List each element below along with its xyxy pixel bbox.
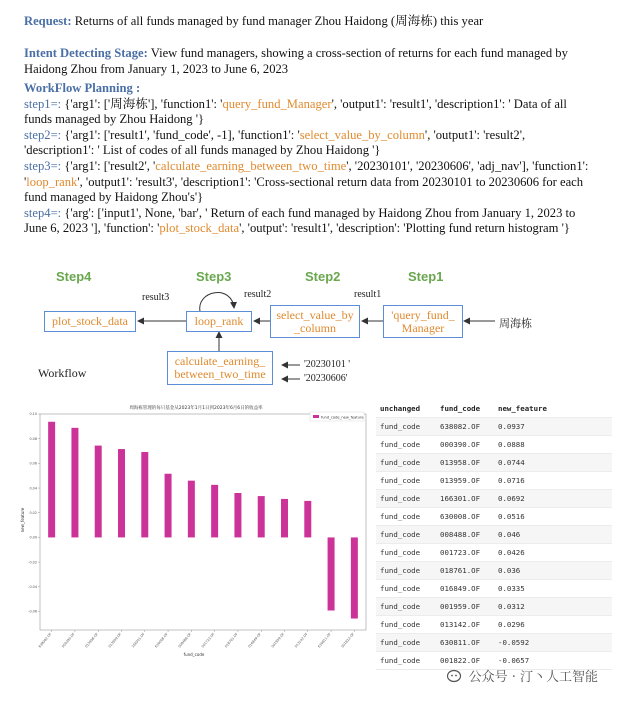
cell-unchanged: fund_code <box>380 602 421 611</box>
legend-swatch <box>313 415 319 418</box>
cell-new-feature: 0.0716 <box>498 476 525 485</box>
y-tick-label: 0.00 <box>29 535 37 540</box>
bar <box>328 537 335 610</box>
cell-new-feature: -0.0657 <box>498 656 530 665</box>
planning-block <box>24 81 596 237</box>
table-header <box>376 400 612 418</box>
cell-unchanged: fund_code <box>380 638 421 647</box>
plot-stock-data-box: plot_stock_data <box>44 311 136 332</box>
cell-fund-code: 013142.OF <box>440 620 481 629</box>
x-tick-label: 001723.OF <box>200 632 216 649</box>
cell-new-feature: 0.0937 <box>498 422 525 431</box>
x-axis-label: fund_code <box>183 652 205 657</box>
intent-label: Intent Detecting Stage: <box>24 46 148 60</box>
cell-unchanged: fund_code <box>380 476 421 485</box>
header-new-feature[interactable]: new_feature <box>498 404 547 413</box>
cell-new-feature: 0.0888 <box>498 440 525 449</box>
result3-label: result3 <box>142 292 170 303</box>
cell-new-feature: 0.0335 <box>498 584 525 593</box>
cell-new-feature: 0.0516 <box>498 512 525 521</box>
step4-rest: ', 'output': 'result1', 'description': 'Plotting fund return histogram '} <box>239 221 570 236</box>
cell-unchanged: fund_code <box>380 440 421 449</box>
step4-line <box>24 206 596 237</box>
planning-label: WorkFlow Planning : <box>24 81 141 95</box>
x-tick-label: 001822.OF <box>340 632 356 649</box>
step3-mid: ', '20230101', '20230606', 'adj_nav'], 'function1': ' <box>24 158 589 189</box>
bar <box>95 446 102 538</box>
cell-new-feature: 0.0312 <box>498 602 525 611</box>
header-unchanged[interactable]: unchanged <box>380 404 421 413</box>
step4-function: plot_stock_data <box>159 221 240 236</box>
step2-line <box>24 128 596 159</box>
bar <box>48 422 55 538</box>
y-tick-label: 0.02 <box>29 510 37 515</box>
x-tick-label: 013142.OF <box>293 632 309 649</box>
watermark-text: 公众号 · 汀丶人工智能 <box>468 670 598 685</box>
step1-rest: ', 'output1': 'result1', 'description1': ' Data of all funds managed by Zhou Haidong '} <box>24 96 567 127</box>
bar <box>211 485 218 538</box>
bar <box>71 428 78 538</box>
cell-fund-code: 638082.OF <box>440 422 481 431</box>
cell-fund-code: 166301.OF <box>440 494 481 503</box>
table-row <box>376 580 612 598</box>
x-tick-label: 016849.OF <box>247 632 262 649</box>
date2-label: '20230606' <box>304 373 348 384</box>
x-tick-label: 013959.OF <box>107 632 123 649</box>
bar <box>234 493 241 537</box>
step1-args: {'arg1': ['周海栋'], 'function1': ' <box>61 96 223 111</box>
cell-new-feature: 0.036 <box>498 566 521 575</box>
loop-rank-box: loop_rank <box>186 311 252 332</box>
step1-name: step1=: <box>24 96 62 111</box>
intent-block <box>24 46 596 77</box>
cell-unchanged: fund_code <box>380 512 421 521</box>
step3-rest: ', 'output1': 'result3', 'description1': 'Cross-sectional return data from 20230101 to 20230606 for each fund managed by Haidong Zhou's'} <box>24 174 584 205</box>
step3-function: calculate_earning_between_two_time <box>155 158 347 173</box>
table-row <box>376 634 612 652</box>
cell-unchanged: fund_code <box>380 422 421 431</box>
step4-heading: Step4 <box>56 269 92 284</box>
cell-fund-code: 001723.OF <box>440 548 481 557</box>
y-tick-label: -0.02 <box>28 560 37 565</box>
y-tick-label: 0.08 <box>29 436 37 441</box>
bar <box>188 481 195 538</box>
x-tick-label: 000390.OF <box>60 632 76 649</box>
watermark <box>447 666 598 685</box>
table-row <box>376 544 612 562</box>
cell-fund-code: 013959.OF <box>440 476 481 485</box>
y-tick-label: -0.06 <box>28 609 37 614</box>
workflow-diagram <box>0 258 618 388</box>
x-tick-label: 638082.OF <box>37 632 53 649</box>
header-fund-code[interactable]: fund_code <box>440 404 481 413</box>
result2-label: result2 <box>244 289 272 300</box>
step2-function: select_value_by_column <box>299 127 425 142</box>
x-tick-label: 013958.OF <box>84 632 99 649</box>
plot-frame <box>40 414 366 630</box>
cell-fund-code: 630811.OF <box>440 638 481 647</box>
y-axis-label: new_feature <box>20 507 25 533</box>
table-row <box>376 490 612 508</box>
step1-heading: Step1 <box>408 269 444 284</box>
cell-new-feature: 0.0692 <box>498 494 525 503</box>
x-tick-label: 018761.OF <box>223 632 239 649</box>
cell-fund-code: 008488.OF <box>440 530 481 539</box>
chart-title: 周海栋管理的每只基金从2023年1月1日到2023年6月6日的收益率 <box>129 406 263 411</box>
bar <box>351 537 358 618</box>
table-body <box>376 418 612 670</box>
x-tick-label: 001959.OF <box>270 632 286 649</box>
cell-fund-code: 000390.OF <box>440 440 481 449</box>
workflow-caption: Workflow <box>38 366 87 380</box>
request-label: Request: <box>24 14 72 28</box>
request-text: Returns of all funds managed by fund manager Zhou Haidong (周海栋) this year <box>71 14 484 28</box>
step3-line <box>24 159 596 206</box>
cell-new-feature: 0.0426 <box>498 548 525 557</box>
cell-unchanged: fund_code <box>380 584 421 593</box>
table-row <box>376 508 612 526</box>
step2-name: step2=: <box>24 127 62 142</box>
x-tick-label: 630811.OF <box>317 632 332 649</box>
table-row <box>376 436 612 454</box>
bar <box>304 501 311 538</box>
bar <box>165 474 172 538</box>
table-row <box>376 418 612 436</box>
cell-fund-code: 018761.OF <box>440 566 481 575</box>
cell-unchanged: fund_code <box>380 458 421 467</box>
table-row <box>376 562 612 580</box>
step4-name: step4=: <box>24 205 62 220</box>
legend-label: fund_code_new_feature <box>321 415 364 420</box>
cell-fund-code: 016849.OF <box>440 584 481 593</box>
y-tick-label: 0.04 <box>29 486 37 491</box>
step2-heading: Step2 <box>305 269 341 284</box>
x-tick-label: 008488.OF <box>177 632 193 649</box>
arrow-loop-self <box>200 293 234 312</box>
step3-function2: loop_rank <box>26 174 78 189</box>
query-fund-manager-box: 'query_fund_ Manager <box>383 305 463 338</box>
cell-fund-code: 001822.OF <box>440 656 481 665</box>
step2-args: {'arg1': ['result1', 'fund_code', -1], 'function1': ' <box>61 127 300 142</box>
cell-fund-code: 013958.OF <box>440 458 481 467</box>
cell-unchanged: fund_code <box>380 656 421 665</box>
bar <box>258 496 265 537</box>
y-tick-label: -0.04 <box>28 585 37 589</box>
calculate-earning-box: calculate_earning_ between_two_time <box>167 351 273 385</box>
cell-new-feature: -0.0592 <box>498 638 530 647</box>
bar <box>118 449 125 537</box>
date1-label: '20230101 ' <box>304 359 351 370</box>
step3-heading: Step3 <box>196 269 232 284</box>
step3-args: {'arg1': ['result2', ' <box>61 158 156 173</box>
table-row <box>376 472 612 490</box>
bar <box>281 499 288 538</box>
wechat-icon <box>447 669 463 683</box>
y-tick-label: 0.10 <box>29 412 37 417</box>
step1-function: query_fund_Manager <box>222 96 332 111</box>
table-row <box>376 616 612 634</box>
table-row <box>376 526 612 544</box>
intent-text: View fund managers, showing a cross-section of returns for each fund managed by Haidong Zhou from January 1, 2023 to June 6, 2023 <box>24 46 568 76</box>
cell-unchanged: fund_code <box>380 494 421 503</box>
chart-svg <box>18 400 373 658</box>
cell-unchanged: fund_code <box>380 620 421 629</box>
cell-unchanged: fund_code <box>380 548 421 557</box>
cell-new-feature: 0.0744 <box>498 458 525 467</box>
step2-rest: ', 'output1': 'result2', 'description1': ' List of codes of all funds managed by Zhou Haidong '} <box>24 127 526 158</box>
input-name-label: 周海栋 <box>499 318 532 330</box>
cell-fund-code: 001959.OF <box>440 602 481 611</box>
cell-new-feature: 0.0296 <box>498 620 525 629</box>
returns-bar-chart <box>18 400 373 658</box>
request-line <box>24 14 596 30</box>
cell-fund-code: 630008.OF <box>440 512 481 521</box>
step3-name: step3=: <box>24 158 62 173</box>
bar <box>141 452 148 537</box>
x-tick-label: 166301.OF <box>130 632 146 649</box>
step4-args: {'arg': ['input1', None, 'bar', ' Return of each fund managed by Haidong Zhou from January 1, 2023 to June 6, 2023 '], 'function': ' <box>24 205 576 236</box>
cell-unchanged: fund_code <box>380 566 421 575</box>
results-table <box>376 400 612 670</box>
cell-unchanged: fund_code <box>380 530 421 539</box>
y-tick-label: 0.06 <box>29 461 37 466</box>
cell-new-feature: 0.046 <box>498 530 521 539</box>
result1-label: result1 <box>354 289 382 300</box>
x-tick-label: 630008.OF <box>154 632 169 649</box>
step1-line <box>24 97 596 128</box>
table-row <box>376 598 612 616</box>
select-value-box: select_value_by _column <box>270 305 360 338</box>
table-row <box>376 454 612 472</box>
